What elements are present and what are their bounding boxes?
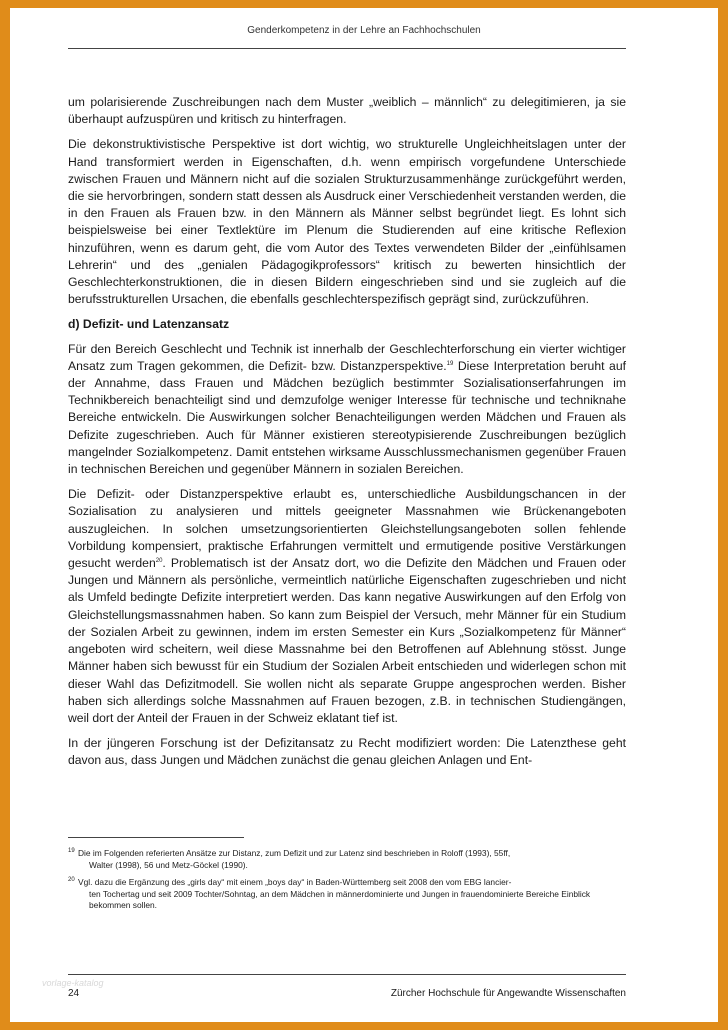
footnotes [68, 848, 626, 918]
paragraph-1: um polarisierende Zuschreibungen nach dem Muster „weiblich – männlich“ zu delegitimieren, ja sie überhaupt aufzuspüren und kritisch zu hinterfragen. [68, 95, 626, 127]
document-page [10, 8, 718, 1022]
watermark: vorlage-katalog [42, 978, 104, 988]
footnote-19 [68, 848, 626, 871]
paragraph-2: Die dekonstruktivistische Perspektive ist dort wichtig, wo strukturelle Ungleichheitslagen unter der Hand transformiert werden in Eigenschaften, d.h. wenn empirisch vorgefundene Unterschiede zwischen Frauen und Männern nicht auf die sozialen Strukturzusammenhänge zurückgeführt werden, die sie hervorbringen, sondern statt dessen als Ausdruck einer Verschiedenheit verstanden werden, die in den Frauen als Frauen bzw. in den Männern als Männer selbst begründet liegt. Es lohnt sich beispielsweise bei einer Textlektüre im Plenum die Studierenden auf eine kritische Reflexion hinzuführen, wenn es darum geht, die vom Autor des Textes verwendeten Bilder der „einfühlsamen Lehrerin“ und des „genialen Pädagogikprofessors“ kritisch zu bewerten hinsichtlich der Geschlechterkonstruktionen, die in diesen Bildern eingeschrieben sind und sie zugleich auf die berufsstrukturellen Ursachen, die ebenfalls geschlechterspezifisch geprägt sind, zurückzuführen. [68, 137, 626, 307]
paragraph-4-part-a: Die Defizit- oder Distanzperspektive erlaubt es, unterschiedliche Ausbildungschancen in der Sozialisation zu analysieren und mittels geeigneter Massnahmen wie Brückenangeboten auszugleichen. In solchen umsetzungsorientierten Gleichstellungsangeboten sollen fehlende Vorbildung kompensiert, praktische Erfahrungen vermittelt und ermutigende positive Verstärkungen gesucht werden [68, 487, 626, 571]
footnote-20 [68, 877, 626, 912]
footnote-rule [68, 837, 244, 838]
page-number: 24 [68, 988, 80, 999]
footnote-text: Vgl. dazu die Ergänzung des „girls day“ mit einem „boys day“ in Baden-Württemberg seit 2008 den vom EBG lancier- [78, 877, 512, 888]
footnote-ref-19[interactable]: 19 [446, 360, 454, 367]
paragraph-5: In der jüngeren Forschung ist der Defizitansatz zu Recht modifiziert worden: Die Latenzthese geht davon aus, dass Jungen und Mädchen zunächst die genau gleichen Anlagen und Ent- [68, 736, 626, 768]
running-header: Genderkompetenz in der Lehre an Fachhochschulen [247, 25, 481, 36]
footnote-text-continued: ten Tochertag und seit 2009 Tochter/Sohntag, an dem Mädchen in männerdominierte und Jungen in frauendominierte Bereiche Einblick bekommen sollen. [89, 888, 591, 911]
body-text [68, 94, 626, 778]
footnote-text-continued: Walter (1998), 56 und Metz-Göckel (1990). [89, 859, 248, 870]
footnote-number: 20 [68, 877, 75, 884]
paragraph-3 [68, 341, 626, 479]
paragraph-4-part-b: . Problematisch ist der Ansatz dort, wo die Defizite den Mädchen und Frauen oder Jungen und Männern als persönliche, vermeintlich natürliche Eigenschaften zugeschrieben und nicht als Umfeld bedingte Defizite interpretiert werden. Das kann negative Auswirkungen auf den Erfolg von Gleichstellungsmassnahmen haben. So kann zum Beispiel der Versuch, mehr Männer für ein Studium der Sozialen Arbeit zu gewinnen, indem im ersten Semester ein Kurs „Sozialkompetenz für Männer“ angeboten wird scheitern, weil diese Massnahme bei den Betroffenen auf Ablehnung stösst. Junge Männer haben sich bewusst für ein Studium der Sozialen Arbeit entschieden und widerlegen schon mit dieser Wahl das Defizitmodell. Sie wollen nicht als separate Gruppe angesprochen werden. Bisher haben sich allerdings solche Massnahmen auf Frauen bezogen, z.B. in technischen Studiengängen, weil dort der Anteil der Frauen in der Schweiz eklatant tief ist. [68, 556, 626, 725]
paragraph-3-part-a: Für den Bereich Geschlecht und Technik ist innerhalb der Geschlechterforschung ein vierter wichtiger Ansatz zum Tragen gekommen, die Defizit- bzw. Distanzperspektive. [68, 341, 626, 373]
footer-institution: Zürcher Hochschule für Angewandte Wissenschaften [390, 988, 626, 999]
section-heading: d) Defizit- und Latenzansatz [68, 317, 230, 332]
header-rule [68, 48, 626, 49]
footnote-text: Die im Folgenden referierten Ansätze zur Distanz, zum Defizit und zur Latenz sind beschrieben in Roloff (1993), 55ff, [78, 848, 511, 858]
paragraph-4 [68, 486, 626, 727]
footer-rule [68, 974, 626, 975]
paragraph-3-part-b: Diese Interpretation beruht auf der Annahme, dass Frauen und Mädchen bezüglich bestimmter Sozialisationserfahrungen im Technikbereich benachteiligt sind und demzufolge weniger Interesse für technische und techniknahe Bereiche entwickeln. Die Auswirkungen solcher Benachteiligungen werden Mädchen und Frauen als Defizite zugeschrieben. Auch für Männer existieren stereotypisierende Zuschreibungen bezüglich mangelnder Sozialkompetenz. Damit entstehen wirksame Ausschlussmechanismen gegenüber Frauen in technischen Bereichen und gegenüber Männern in sozialen Bereichen. [68, 358, 626, 477]
footnote-ref-20[interactable]: 20 [155, 558, 163, 565]
footnote-number: 19 [68, 848, 75, 854]
